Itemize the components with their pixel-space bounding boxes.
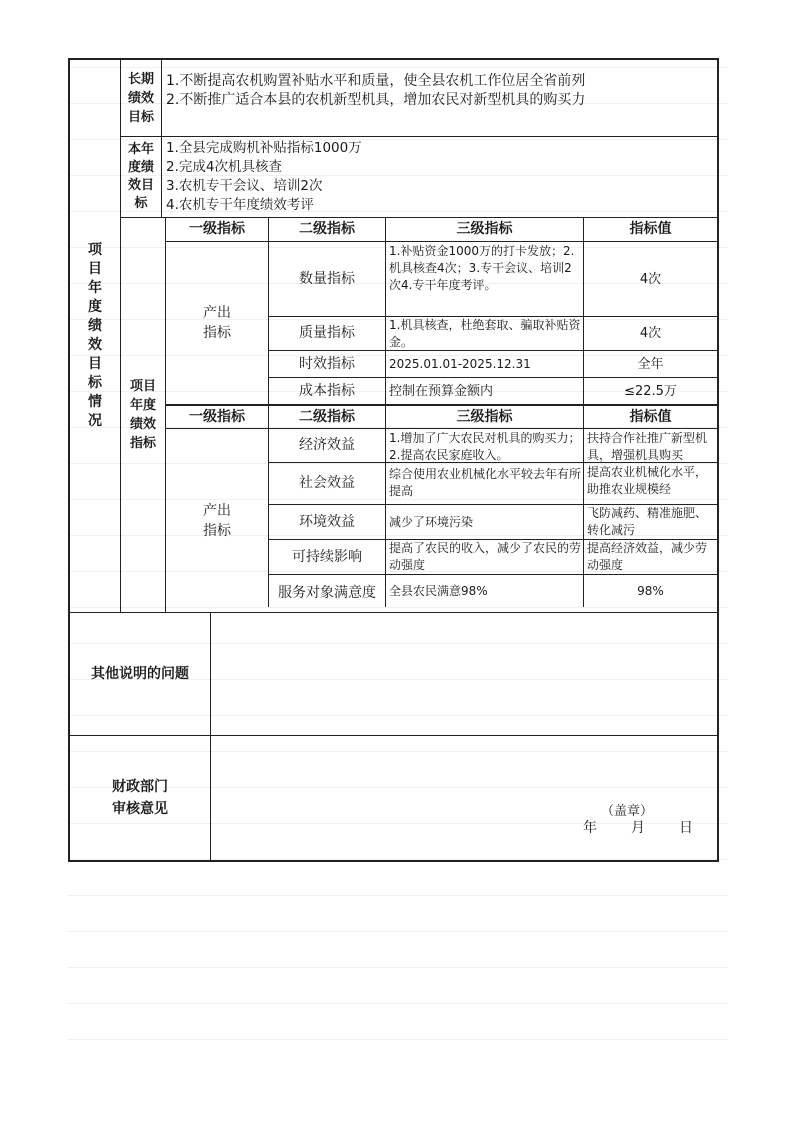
output-row-value: 4次 [639,271,662,287]
finance-review-label: 财政部门 审核意见 [112,779,168,817]
other-issues-content [211,613,717,735]
long-term-item: 1.不断提高农机购置补贴水平和质量，使全县农机工作位居全省前列 [166,73,586,89]
date-month: 月 [631,820,645,836]
annual-item: 1.全县完成购机补贴指标1000万 [166,140,362,156]
effect-level1: 产出 指标 [203,502,231,539]
section-label-char: 情 [88,394,102,410]
section-label-char: 目 [88,356,102,372]
long-term-item: 2.不断推广适合本县的农机新型机具，增加农民对新型机具的购买力 [166,92,586,108]
output-row-value: 4次 [639,326,662,341]
section-label-char: 度 [88,299,102,315]
effect-row-level2: 社会效益 [299,475,355,491]
effect-row-level2: 服务对象满意度 [278,585,376,601]
indicator-label: 项目 年度 绩效 指标 [129,379,156,451]
date-day: 日 [679,820,693,836]
effect-row-level2: 经济效益 [299,437,355,453]
output-row-value: ≤22.5万 [624,383,677,399]
other-issues-label: 其他说明的问题 [91,665,189,682]
annual-item: 4.农机专干年度绩效考评 [166,197,314,213]
effect-row-level3: 提高了农民的收入，减少了农民的劳动强度 [389,541,581,572]
section-label-char: 标 [88,375,102,391]
effect-row-value: 98% [637,583,664,598]
header-level1: 一级指标 [189,408,245,425]
output-row-level3: 2025.01.01-2025.12.31 [389,356,531,371]
annual-item: 3.农机专干会议、培训2次 [166,178,323,194]
output-row-level2: 成本指标 [299,382,355,399]
section-label-char: 项 [88,242,102,258]
effect-row-level3: 减少了环境污染 [389,514,474,529]
output-row-level2: 时效指标 [299,355,355,372]
section-label-char: 年 [88,280,102,296]
finance-review-content [211,736,717,860]
effect-row-level3: 全县农民满意98% [389,583,488,598]
output-row-level2: 数量指标 [299,270,355,287]
output-row-level3: 1.机具核查，杜绝套取、骗取补贴资金。 [389,318,581,349]
header-level3: 三级指标 [456,408,513,425]
long-term-content [166,72,714,132]
effect-row-value: 扶持合作社推广新型机具，增强机具购买 [587,431,708,462]
output-row-level3: 控制在预算金额内 [389,383,494,399]
section-label-char: 绩 [88,318,102,334]
effect-row-level2: 环境效益 [299,513,355,530]
output-level1: 产出 指标 [203,305,231,341]
date-year: 年 [583,820,597,836]
output-row-level2: 质量指标 [299,325,355,341]
header-value: 指标值 [629,408,672,425]
header-level1: 一级指标 [189,221,245,237]
effect-row-value: 飞防减药、精准施肥、转化减污 [587,506,708,537]
section-label-char: 况 [88,413,102,429]
effect-row-level3: 综合使用农业机械化水平较去年有所提高 [389,467,581,498]
header-level2: 二级指标 [299,408,355,425]
annual-content [166,139,714,215]
long-term-label: 长期 绩效 目标 [127,71,154,125]
output-row-value: 全年 [637,356,664,372]
effect-row-level2: 可持续影响 [292,548,362,565]
annual-label: 本年 度绩 效目 标 [127,142,154,211]
header-level3: 三级指标 [456,221,513,237]
section-label [70,60,120,612]
seal-text: （盖章） [601,804,654,819]
output-row-level3: 1.补贴资金1000万的打卡发放；2.机具核查4次；3.专干会议、培训2次4.专干年度考评。 [389,244,575,292]
header-value: 指标值 [629,221,672,237]
header-level2: 二级指标 [299,221,355,237]
effect-row-value: 提高经济效益，减少劳动强度 [587,541,708,572]
effect-row-level3: 1.增加了广大农民对机具的购买力；2.提高农民家庭收入。 [389,431,581,462]
section-label-char: 效 [88,337,102,353]
section-label-char: 目 [88,261,102,277]
effect-row-value: 提高农业机械化水平，助推农业规模经 [587,465,708,496]
annual-item: 2.完成4次机具核查 [166,159,282,175]
